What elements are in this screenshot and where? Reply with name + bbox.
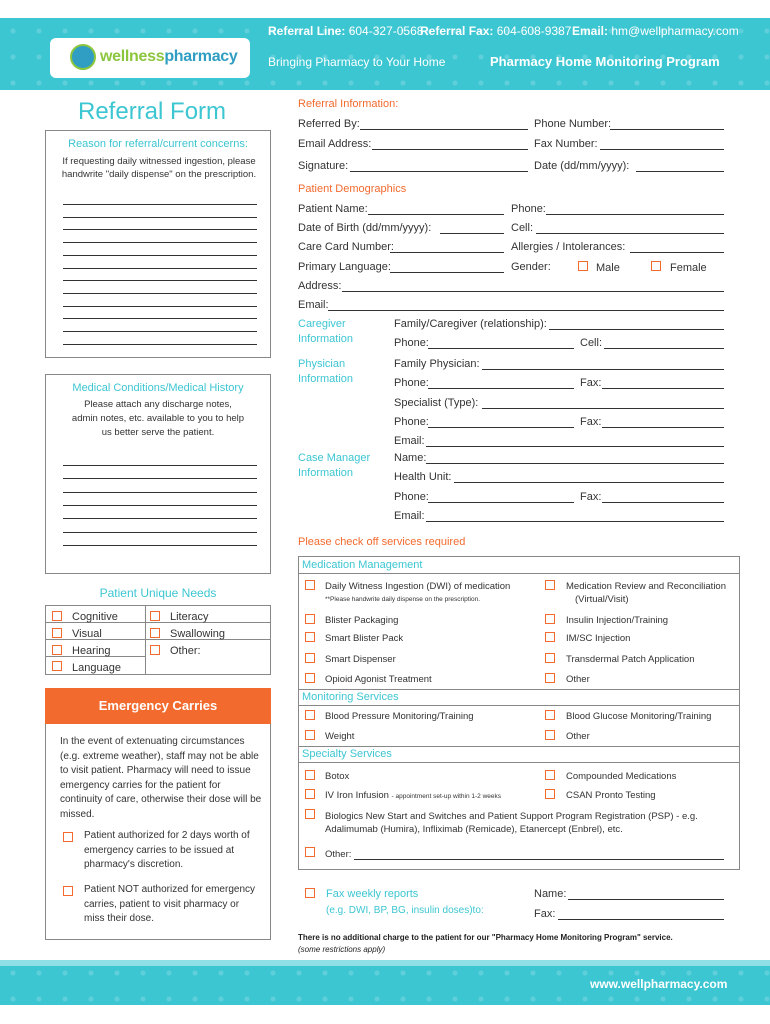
bp-label: Blood Pressure Monitoring/Training: [325, 711, 474, 722]
case-manager-title: Case Manager: [298, 452, 371, 464]
bg-checkbox[interactable]: [545, 710, 555, 720]
referred-by-label: Referred By:: [298, 118, 360, 130]
need-visual: Visual: [72, 628, 102, 640]
need-cognitive: Cognitive: [72, 611, 118, 623]
health-unit-field[interactable]: [454, 482, 724, 483]
fax-fax-label: Fax:: [534, 908, 556, 920]
specialist-label: Specialist (Type):: [394, 397, 479, 409]
writing-line[interactable]: [63, 505, 257, 506]
weight-label: Weight: [325, 731, 355, 742]
smart-blister-checkbox[interactable]: [305, 632, 315, 642]
medical-note: Please attach any discharge notes, admin notes, etc. available to you to help us better serve the patient.: [71, 399, 245, 438]
caregiver-title: Caregiver: [298, 318, 346, 330]
physician-phone-label: Phone:: [394, 377, 429, 389]
caregiver-cell-label: Cell:: [580, 337, 603, 349]
bg-label: Blood Glucose Monitoring/Training: [566, 711, 712, 722]
patient-name-field[interactable]: [368, 214, 504, 215]
ec-not-authorized-checkbox[interactable]: [63, 886, 73, 896]
med-review-sub: (Virtual/Visit): [575, 594, 629, 605]
caregiver-cell-field[interactable]: [604, 348, 724, 349]
program-title: Pharmacy Home Monitoring Program: [490, 54, 720, 69]
physician-title-2: Information: [298, 373, 354, 385]
csan-checkbox[interactable]: [545, 789, 555, 799]
header-email: Email: hm@wellpharmacy.com: [572, 24, 739, 38]
referred-by-field[interactable]: [360, 129, 528, 130]
fax-name-label: Name:: [534, 888, 567, 900]
spec-other-checkbox[interactable]: [305, 847, 315, 857]
care-card-label: Care Card Number:: [298, 241, 394, 253]
referral-fax: Referral Fax: 604-608-9387: [420, 24, 572, 38]
dob-label: Date of Birth (dd/mm/yyyy):: [298, 222, 432, 234]
smart-blister-label: Smart Blister Pack: [325, 633, 404, 644]
writing-line[interactable]: [63, 331, 257, 332]
smart-dispenser-label: Smart Dispenser: [325, 654, 396, 665]
address-field[interactable]: [342, 291, 724, 292]
writing-line[interactable]: [63, 268, 257, 269]
fax-reports-label: Fax weekly reports: [326, 888, 419, 900]
email-address-field[interactable]: [372, 149, 528, 150]
need-swallowing-checkbox[interactable]: [150, 628, 160, 638]
spec-other-label: Other:: [325, 849, 352, 860]
writing-line[interactable]: [63, 306, 257, 307]
med-other-checkbox[interactable]: [545, 673, 555, 683]
physician-fax-field[interactable]: [602, 388, 724, 389]
need-visual-checkbox[interactable]: [52, 628, 62, 638]
need-literacy-checkbox[interactable]: [150, 611, 160, 621]
imsc-checkbox[interactable]: [545, 632, 555, 642]
date-label: Date (dd/mm/yyyy):: [534, 160, 630, 172]
patient-phone-field[interactable]: [546, 214, 724, 215]
weight-checkbox[interactable]: [305, 730, 315, 740]
dwi-label: Daily Witness Ingestion (DWI) of medication: [325, 581, 511, 592]
writing-line[interactable]: [63, 217, 257, 218]
fax-number-label: Fax Number:: [534, 138, 598, 150]
patient-email-field[interactable]: [328, 310, 724, 311]
cm-name-field[interactable]: [426, 463, 724, 464]
spec-other-field[interactable]: [354, 859, 724, 860]
specialist-phone-label: Phone:: [394, 416, 429, 428]
signature-field[interactable]: [350, 171, 528, 172]
footer-website-link[interactable]: www.wellpharmacy.com: [590, 977, 728, 991]
caregiver-title-2: Information: [298, 333, 354, 345]
family-caregiver-label: Family/Caregiver (relationship):: [394, 318, 547, 330]
cm-fax-label: Fax:: [580, 491, 602, 503]
reason-note: If requesting daily witnessed ingestion, please handwrite "daily dispense" on the prescription.: [61, 156, 257, 180]
dwi-checkbox[interactable]: [305, 580, 315, 590]
logo-text: wellnesspharmacy: [100, 48, 238, 65]
family-caregiver-field[interactable]: [549, 329, 724, 330]
page-title: Referral Form: [78, 98, 227, 125]
patient-email-label: Email:: [298, 299, 329, 311]
allergies-label: Allergies / Intolerances:: [511, 241, 626, 253]
cm-email-label: Email:: [394, 510, 425, 522]
iv-iron-checkbox[interactable]: [305, 789, 315, 799]
specialist-field[interactable]: [482, 408, 724, 409]
writing-line[interactable]: [63, 478, 257, 479]
fax-name-field[interactable]: [568, 899, 724, 900]
caregiver-phone-label: Phone:: [394, 337, 429, 349]
fax-reports-sub: (e.g. DWI, BP, BG, insulin doses)to:: [326, 905, 484, 916]
writing-line[interactable]: [63, 280, 257, 281]
gender-female: Female: [670, 262, 707, 274]
need-swallowing: Swallowing: [170, 628, 226, 640]
patient-cell-label: Cell:: [511, 222, 534, 234]
email-address-label: Email Address:: [298, 138, 372, 150]
insulin-label: Insulin Injection/Training: [566, 615, 669, 626]
imsc-label: IM/SC Injection: [566, 633, 631, 644]
date-field[interactable]: [636, 171, 724, 172]
fax-number-field[interactable]: [600, 149, 724, 150]
mon-other-label: Other: [566, 731, 590, 742]
writing-line[interactable]: [63, 318, 257, 319]
iv-iron-label: IV Iron Infusion - appointment set-up within 1-2 weeks: [325, 790, 502, 801]
cm-name-label: Name:: [394, 452, 427, 464]
health-unit-label: Health Unit:: [394, 471, 452, 483]
writing-line[interactable]: [63, 545, 257, 546]
biologics-checkbox[interactable]: [305, 809, 315, 819]
needs-title: Patient Unique Needs: [99, 586, 217, 600]
language-label: Primary Language:: [298, 261, 391, 273]
writing-line[interactable]: [63, 229, 257, 230]
medication-management-head: Medication Management: [302, 559, 423, 571]
writing-line[interactable]: [63, 204, 257, 205]
need-language: Language: [72, 662, 121, 674]
cm-phone-label: Phone:: [394, 491, 429, 503]
case-manager-title-2: Information: [298, 467, 354, 479]
need-hearing: Hearing: [72, 645, 111, 657]
language-field[interactable]: [390, 272, 504, 273]
insulin-checkbox[interactable]: [545, 614, 555, 624]
notice-text: There is no additional charge to the patient for our "Pharmacy Home Monitoring Program" service.: [298, 933, 673, 942]
need-language-checkbox[interactable]: [52, 661, 62, 671]
opioid-checkbox[interactable]: [305, 673, 315, 683]
need-literacy: Literacy: [170, 611, 209, 623]
writing-line[interactable]: [63, 293, 257, 294]
writing-line[interactable]: [63, 492, 257, 493]
transdermal-checkbox[interactable]: [545, 653, 555, 663]
medical-title: Medical Conditions/Medical History: [72, 382, 244, 394]
gender-male: Male: [596, 262, 620, 274]
need-hearing-checkbox[interactable]: [52, 645, 62, 655]
fax-fax-field[interactable]: [558, 919, 724, 920]
botox-checkbox[interactable]: [305, 770, 315, 780]
writing-line[interactable]: [63, 344, 257, 345]
patient-name-label: Patient Name:: [298, 203, 368, 215]
family-physician-field[interactable]: [482, 369, 724, 370]
emergency-text: In the event of extenuating circumstances (e.g. extreme weather), staff may not be able to visit patient. Pharmacy will need to issue emergency carries for the patient for continuity of care, otherwise their dose will be missed.: [60, 736, 262, 820]
specialist-phone-field[interactable]: [428, 427, 574, 428]
physician-email-field[interactable]: [426, 446, 724, 447]
bp-checkbox[interactable]: [305, 710, 315, 720]
fax-reports-checkbox[interactable]: [305, 888, 315, 898]
notice-sub: (some restrictions apply): [298, 945, 386, 954]
phone-number-label: Phone Number:: [534, 118, 612, 130]
med-other-label: Other: [566, 674, 590, 685]
smart-dispenser-checkbox[interactable]: [305, 653, 315, 663]
allergies-field[interactable]: [630, 252, 724, 253]
dwi-note: **Please handwrite daily dispense on the prescription.: [325, 596, 481, 603]
specialty-services-head: Specialty Services: [302, 748, 392, 760]
need-cognitive-checkbox[interactable]: [52, 611, 62, 621]
services-title: Please check off services required: [298, 536, 466, 548]
demographics-title: Patient Demographics: [298, 183, 407, 195]
botox-label: Botox: [325, 771, 350, 782]
tagline: Bringing Pharmacy to Your Home: [268, 55, 446, 69]
monitoring-services-head: Monitoring Services: [302, 691, 399, 703]
blister-checkbox[interactable]: [305, 614, 315, 624]
care-card-field[interactable]: [390, 252, 504, 253]
med-review-label: Medication Review and Reconciliation: [566, 581, 727, 592]
transdermal-label: Transdermal Patch Application: [566, 654, 695, 665]
gender-label: Gender:: [511, 261, 551, 273]
physician-phone-field[interactable]: [428, 388, 574, 389]
phone-number-field[interactable]: [610, 129, 724, 130]
referral-title: Referral Information:: [298, 98, 399, 110]
signature-label: Signature:: [298, 160, 349, 172]
specialist-fax-field[interactable]: [602, 427, 724, 428]
compounded-checkbox[interactable]: [545, 770, 555, 780]
gender-male-checkbox[interactable]: [578, 261, 588, 271]
compounded-label: Compounded Medications: [566, 771, 677, 782]
gender-female-checkbox[interactable]: [651, 261, 661, 271]
physician-email-label: Email:: [394, 435, 425, 447]
emergency-title: Emergency Carries: [45, 688, 271, 724]
caregiver-phone-field[interactable]: [428, 348, 574, 349]
physician-title: Physician: [298, 358, 346, 370]
family-physician-label: Family Physician:: [394, 358, 480, 370]
ec-authorized-checkbox[interactable]: [63, 832, 73, 842]
opioid-label: Opioid Agonist Treatment: [325, 674, 432, 685]
physician-fax-label: Fax:: [580, 377, 602, 389]
writing-line[interactable]: [63, 242, 257, 243]
referral-line: Referral Line: 604-327-0568: [268, 24, 424, 38]
cm-email-field[interactable]: [426, 521, 724, 522]
cm-phone-field[interactable]: [428, 502, 574, 503]
ec-not-authorized-text: Patient NOT authorized for emergency carries, patient to visit pharmacy or miss their dose.: [84, 884, 256, 924]
writing-line[interactable]: [63, 532, 257, 533]
logo-icon: [70, 44, 96, 70]
address-label: Address:: [298, 280, 342, 292]
writing-line[interactable]: [63, 465, 257, 466]
patient-cell-field[interactable]: [536, 233, 724, 234]
writing-line[interactable]: [63, 255, 257, 256]
reason-title: Reason for referral/current concerns:: [68, 138, 248, 150]
biologics-label: Biologics New Start and Switches and Patient Support Program Registration (PSP) - e.g. Adalimumab (Humira), Infliximab (Remicade), Etanercept (Enbrel), etc.: [325, 811, 698, 835]
mon-other-checkbox[interactable]: [545, 730, 555, 740]
writing-line[interactable]: [63, 518, 257, 519]
specialist-fax-label: Fax:: [580, 416, 602, 428]
cm-fax-field[interactable]: [602, 502, 724, 503]
dob-field[interactable]: [440, 233, 504, 234]
need-other: Other:: [170, 645, 201, 657]
csan-label: CSAN Pronto Testing: [566, 790, 656, 801]
med-review-checkbox[interactable]: [545, 580, 555, 590]
need-other-checkbox[interactable]: [150, 645, 160, 655]
blister-label: Blister Packaging: [325, 615, 399, 626]
ec-authorized-text: Patient authorized for 2 days worth of emergency carries to be issued at pharmacy's discretion.: [84, 830, 250, 870]
patient-phone-label: Phone:: [511, 203, 546, 215]
